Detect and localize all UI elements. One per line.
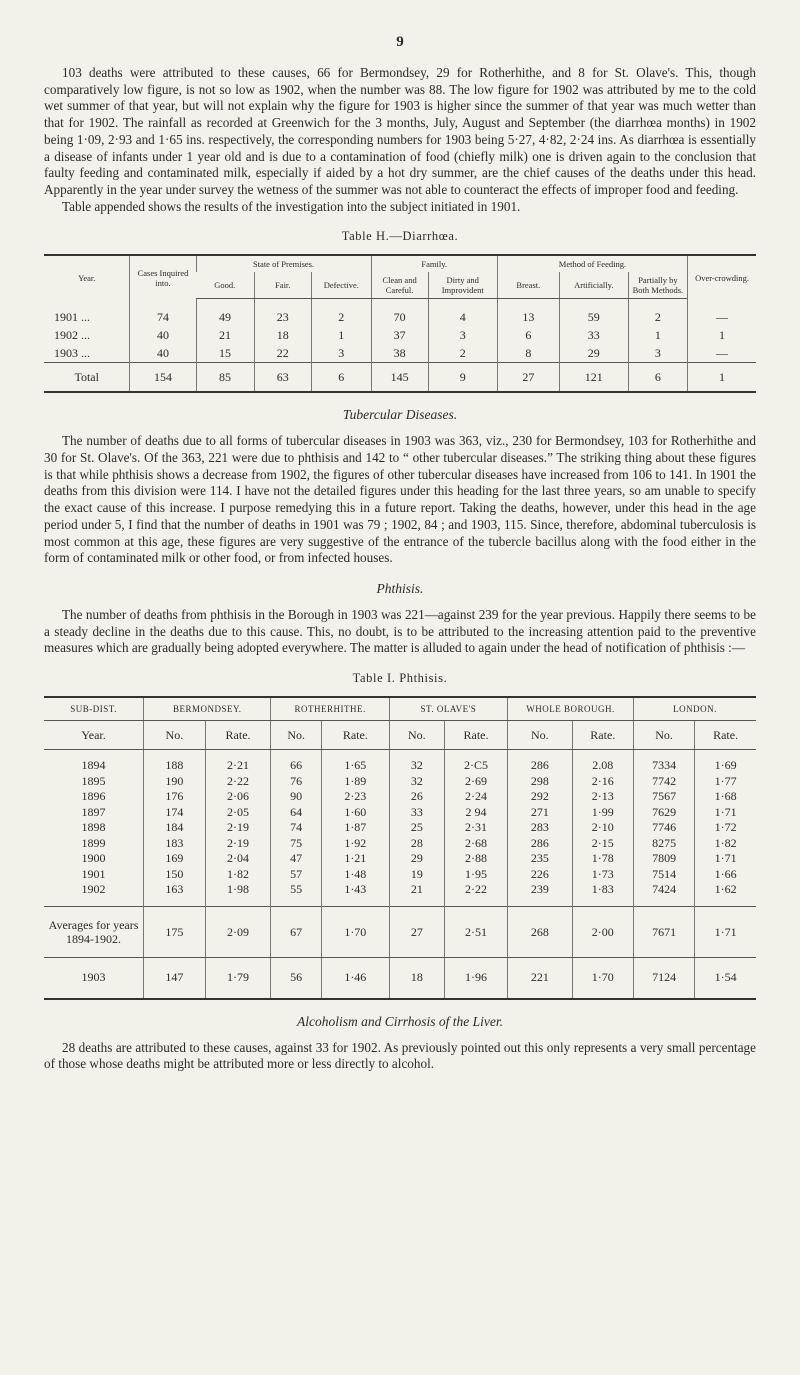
th-rate: Rate. xyxy=(205,721,271,750)
cell: 1·68 xyxy=(695,789,756,805)
cell: 1903 ... xyxy=(54,345,90,360)
diarrhoea-table xyxy=(44,254,756,393)
cell: 1·66 xyxy=(695,867,756,883)
cell: 1·95 xyxy=(444,867,507,883)
cell: 6 xyxy=(628,363,687,393)
cell: 174 xyxy=(144,805,206,821)
cell: 37 xyxy=(371,326,428,344)
cell: 1·48 xyxy=(321,867,389,883)
cell: 1901 ... xyxy=(54,309,90,324)
th-no: No. xyxy=(633,721,694,750)
cell: 27 xyxy=(497,363,559,393)
cell: 90 xyxy=(271,789,321,805)
cell: 1·60 xyxy=(321,805,389,821)
cell: 63 xyxy=(254,363,311,393)
cell: 28 xyxy=(389,836,444,852)
cell: 239 xyxy=(508,882,573,906)
cell: 1·87 xyxy=(321,820,389,836)
cell: 2·23 xyxy=(321,789,389,805)
cell: 22 xyxy=(254,344,311,363)
cell: 8 xyxy=(497,344,559,363)
alcoholism-heading: Alcoholism and Cirrhosis of the Liver. xyxy=(296,1013,503,1029)
cell: 6 xyxy=(311,363,371,393)
table-row xyxy=(44,882,756,906)
cell: 2·04 xyxy=(205,851,271,867)
cell: 1·82 xyxy=(695,836,756,852)
cell: 2·24 xyxy=(444,789,507,805)
cell: 1894 xyxy=(81,758,106,773)
cell: 1·70 xyxy=(572,957,633,999)
cell: 2·51 xyxy=(444,906,507,957)
cell: 18 xyxy=(389,957,444,999)
th-subdist: SUB-DIST. xyxy=(44,697,144,721)
cell: — xyxy=(688,344,756,363)
cell: 1901 xyxy=(81,866,106,881)
cell: 1·79 xyxy=(205,957,271,999)
cell: 74 xyxy=(130,299,196,327)
cell: 2·15 xyxy=(572,836,633,852)
th-rate: Rate. xyxy=(695,721,756,750)
cell: 70 xyxy=(371,299,428,327)
cell: 27 xyxy=(389,906,444,957)
row-1903 xyxy=(44,957,756,999)
cell: 13 xyxy=(497,299,559,327)
cell: 1896 xyxy=(81,789,106,804)
cell: 57 xyxy=(271,867,321,883)
th-defective: Defective. xyxy=(311,272,371,299)
phthisis-paragraph: The number of deaths from phthisis in the Borough in 1903 was 221—against 239 for the year previous. Happily there seems to be a steady decline in the deaths due to this cause. This, no doubt, is to be attributed to the increasing attention paid to the preventive measures which are gradually being adopted everywhere. The matter is alluded to again under the head of notification of phthisis :— xyxy=(44,606,756,656)
th-cases: Cases Inquired into. xyxy=(130,255,196,299)
cell: 7424 xyxy=(633,882,694,906)
table-row xyxy=(44,774,756,790)
table-row xyxy=(44,326,756,344)
th-dirty: Dirty and Improvident xyxy=(428,272,497,299)
cell: 7742 xyxy=(633,774,694,790)
cell: 2·13 xyxy=(572,789,633,805)
th-no: No. xyxy=(508,721,573,750)
cell: 23 xyxy=(254,299,311,327)
cell: 2·31 xyxy=(444,820,507,836)
cell: 283 xyxy=(508,820,573,836)
tubercular-paragraph: The number of deaths due to all forms of tubercular diseases in 1903 was 363, viz., 230 for Bermondsey, 103 for Rotherhithe and 30 for St. Olave's. Of the 363, 221 were due to phthisis and 142 to “ other tubercular diseases.” The striking thing about these figures is that while phthisis shows a decrease from 1902, the figures of other tubercular diseases have increased from 106 to 141. In 1901 the deaths from this division were 114. I have not the detailed figures under this heading for the last three years, so am unable to specify the exact cause of this increase. I purpose remedying this in a future report. Taking the deaths, however, under this head in the age period under 5, I find that the number of deaths in 1901 was 79 ; 1902, 84 ; and 1903, 115. Since, therefore, abdominal tuberculosis is most common at this age, these figures are very suggestive of the entrance of the tubercle bacillus along with the food either in the form of contaminated milk or other food, or from infected houses. xyxy=(44,433,756,566)
cell: 1·46 xyxy=(321,957,389,999)
table-row xyxy=(44,851,756,867)
cell: 21 xyxy=(389,882,444,906)
cell: 235 xyxy=(508,851,573,867)
cell: 1·21 xyxy=(321,851,389,867)
th-feeding: Method of Feeding. xyxy=(497,255,687,272)
cell: 67 xyxy=(271,906,321,957)
cell: 1·83 xyxy=(572,882,633,906)
cell: 2 xyxy=(428,344,497,363)
cell: 1·71 xyxy=(695,805,756,821)
cell: 33 xyxy=(389,805,444,821)
cell: 145 xyxy=(371,363,428,393)
table-row xyxy=(44,789,756,805)
cell: 1·78 xyxy=(572,851,633,867)
cell: 25 xyxy=(389,820,444,836)
phthisis-heading: Phthisis. xyxy=(376,580,424,596)
cell: 1903 xyxy=(81,970,106,985)
total-row xyxy=(44,363,756,393)
cell: 1902 xyxy=(81,882,106,897)
cell: 47 xyxy=(271,851,321,867)
cell: 7124 xyxy=(633,957,694,999)
cell: Total xyxy=(44,363,130,393)
th-overcrowding: Over-crowding. xyxy=(688,255,756,299)
cell: 268 xyxy=(508,906,573,957)
cell: 147 xyxy=(144,957,206,999)
cell: 2·C5 xyxy=(444,750,507,774)
th-rate: Rate. xyxy=(572,721,633,750)
cell: 1·99 xyxy=(572,805,633,821)
th-family: Family. xyxy=(371,255,497,272)
table-row xyxy=(44,820,756,836)
cell: 286 xyxy=(508,750,573,774)
cell: 4 xyxy=(428,299,497,327)
th-partially: Partially by Both Methods. xyxy=(628,272,687,299)
th-bermondsey: BERMONDSEY. xyxy=(144,697,271,721)
page-number: 9 xyxy=(396,34,404,50)
cell: 74 xyxy=(271,820,321,836)
cell: 3 xyxy=(628,344,687,363)
th-whole-borough: WHOLE BOROUGH. xyxy=(508,697,634,721)
cell: 2·19 xyxy=(205,820,271,836)
cell: 286 xyxy=(508,836,573,852)
cell: 190 xyxy=(144,774,206,790)
cell: 85 xyxy=(196,363,254,393)
table-row xyxy=(44,836,756,852)
cell: 7567 xyxy=(633,789,694,805)
cell: 292 xyxy=(508,789,573,805)
table-row xyxy=(44,344,756,363)
cell: 32 xyxy=(389,750,444,774)
alcoholism-paragraph: 28 deaths are attributed to these causes, against 33 for 1902. As previously pointed out this only represents a very small percentage of those whose deaths might be attributed more or less directly to alcohol. xyxy=(44,1039,756,1072)
th-no: No. xyxy=(389,721,444,750)
th-fair: Fair. xyxy=(254,272,311,299)
cell: 56 xyxy=(271,957,321,999)
table-row xyxy=(44,805,756,821)
th-rate: Rate. xyxy=(321,721,389,750)
cell: 1·77 xyxy=(695,774,756,790)
cell: 150 xyxy=(144,867,206,883)
table-row xyxy=(44,750,756,774)
cell: 169 xyxy=(144,851,206,867)
cell: 3 xyxy=(428,326,497,344)
th-rate: Rate. xyxy=(444,721,507,750)
cell: 29 xyxy=(559,344,628,363)
table-h-caption: Table H.—Diarrhœa. xyxy=(341,229,459,244)
cell: 2·68 xyxy=(444,836,507,852)
cell: 1·89 xyxy=(321,774,389,790)
cell: 176 xyxy=(144,789,206,805)
cell: 1 xyxy=(688,326,756,344)
th-london: LONDON. xyxy=(633,697,756,721)
cell: 1 xyxy=(688,363,756,393)
diarrhoea-paragraph: 103 deaths were attributed to these causes, 66 for Bermondsey, 29 for Rotherhithe, and 8 for St. Olave's. This, though comparatively low figure, is not so low as 1902, when the number was 88. The low figure for 1902 was attributed by me to the cold wet summer of that year, but will not explain why the figure for 1903 is higher since the summer of that year was much wetter than that for 1902. The rainfall as recorded at Greenwich for the 3 months, July, August and September (the diarrhœa months) in 1902 being 1·09, 2·93 and 1·65 ins. respectively, the corresponding numbers for 1903 being 5·27, 4·82, 2·24 ins. As diarrhœa is essentially a disease of infants under 1 year old and is due to a contamination of food (chiefly milk) one is driven again to the conclusion that faulty feeding and contaminated milk, especially if aided by a hot dry summer, are the chief causes of the deaths under this head. Apparently in the year under survey the wetness of the summer was not able to counteract the effects of improper food and feeding. xyxy=(44,65,756,197)
cell: 21 xyxy=(196,326,254,344)
cell: 2·88 xyxy=(444,851,507,867)
cell: 1·71 xyxy=(695,906,756,957)
cell: 1·92 xyxy=(321,836,389,852)
cell: 1899 xyxy=(81,835,106,850)
th-good: Good. xyxy=(196,272,254,299)
cell: 15 xyxy=(196,344,254,363)
cell: 1·82 xyxy=(205,867,271,883)
cell: 2·69 xyxy=(444,774,507,790)
cell: 188 xyxy=(144,750,206,774)
averages-row xyxy=(44,906,756,957)
cell: 1·71 xyxy=(695,851,756,867)
cell: 1·43 xyxy=(321,882,389,906)
cell: 1897 xyxy=(81,804,106,819)
cell: 2 94 xyxy=(444,805,507,821)
table-row xyxy=(44,299,756,327)
cell: — xyxy=(688,299,756,327)
cell: 49 xyxy=(196,299,254,327)
cell: 1900 xyxy=(81,851,106,866)
cell: 29 xyxy=(389,851,444,867)
th-premises: State of Premises. xyxy=(196,255,371,272)
th-no: No. xyxy=(144,721,206,750)
cell: 1·98 xyxy=(205,882,271,906)
cell: 2·06 xyxy=(205,789,271,805)
cell: Averages for years 1894-1902. xyxy=(44,906,144,957)
cell: 1·73 xyxy=(572,867,633,883)
cell: 66 xyxy=(271,750,321,774)
tubercular-heading: Tubercular Diseases. xyxy=(342,407,458,423)
th-breast: Breast. xyxy=(497,272,559,299)
cell: 18 xyxy=(254,326,311,344)
cell: 3 xyxy=(311,344,371,363)
cell: 64 xyxy=(271,805,321,821)
th-rotherhithe: ROTHERHITHE. xyxy=(271,697,389,721)
cell: 6 xyxy=(497,326,559,344)
cell: 2.08 xyxy=(572,750,633,774)
cell: 1898 xyxy=(81,820,106,835)
cell: 1·70 xyxy=(321,906,389,957)
cell: 76 xyxy=(271,774,321,790)
cell: 75 xyxy=(271,836,321,852)
phthisis-table xyxy=(44,696,756,1000)
cell: 175 xyxy=(144,906,206,957)
cell: 1·72 xyxy=(695,820,756,836)
cell: 7671 xyxy=(633,906,694,957)
cell: 183 xyxy=(144,836,206,852)
table-intro-paragraph: Table appended shows the results of the investigation into the subject initiated in 1901. xyxy=(62,198,521,214)
cell: 2·10 xyxy=(572,820,633,836)
cell: 2·22 xyxy=(205,774,271,790)
cell: 1·69 xyxy=(695,750,756,774)
cell: 2·21 xyxy=(205,750,271,774)
cell: 1902 ... xyxy=(54,327,90,342)
th-no: No. xyxy=(271,721,321,750)
cell: 38 xyxy=(371,344,428,363)
subheader-row xyxy=(44,721,756,750)
cell: 298 xyxy=(508,774,573,790)
cell: 7746 xyxy=(633,820,694,836)
cell: 59 xyxy=(559,299,628,327)
cell: 2 xyxy=(628,299,687,327)
cell: 221 xyxy=(508,957,573,999)
cell: 1 xyxy=(628,326,687,344)
cell: 32 xyxy=(389,774,444,790)
cell: 1·96 xyxy=(444,957,507,999)
cell: 26 xyxy=(389,789,444,805)
cell: 2 xyxy=(311,299,371,327)
cell: 1·62 xyxy=(695,882,756,906)
cell: 2·19 xyxy=(205,836,271,852)
cell: 271 xyxy=(508,805,573,821)
cell: 2·22 xyxy=(444,882,507,906)
cell: 1·65 xyxy=(321,750,389,774)
cell: 1 xyxy=(311,326,371,344)
cell: 7334 xyxy=(633,750,694,774)
cell: 8275 xyxy=(633,836,694,852)
cell: 163 xyxy=(144,882,206,906)
cell: 40 xyxy=(130,344,196,363)
cell: 1895 xyxy=(81,773,106,788)
cell: 55 xyxy=(271,882,321,906)
th-year: Year. xyxy=(44,721,144,750)
cell: 2·09 xyxy=(205,906,271,957)
th-clean: Clean and Careful. xyxy=(371,272,428,299)
cell: 226 xyxy=(508,867,573,883)
cell: 121 xyxy=(559,363,628,393)
th-artificially: Artificially. xyxy=(559,272,628,299)
cell: 7629 xyxy=(633,805,694,821)
cell: 9 xyxy=(428,363,497,393)
cell: 184 xyxy=(144,820,206,836)
cell: 33 xyxy=(559,326,628,344)
cell: 2·05 xyxy=(205,805,271,821)
cell: 2·00 xyxy=(572,906,633,957)
th-year: Year. xyxy=(78,272,96,283)
cell: 154 xyxy=(130,363,196,393)
th-stolaves: ST. OLAVE'S xyxy=(389,697,507,721)
cell: 7809 xyxy=(633,851,694,867)
cell: 1·54 xyxy=(695,957,756,999)
cell: 40 xyxy=(130,326,196,344)
table-i-caption: Table I. Phthisis. xyxy=(352,671,448,686)
cell: 7514 xyxy=(633,867,694,883)
cell: 2·16 xyxy=(572,774,633,790)
cell: 19 xyxy=(389,867,444,883)
table-row xyxy=(44,867,756,883)
